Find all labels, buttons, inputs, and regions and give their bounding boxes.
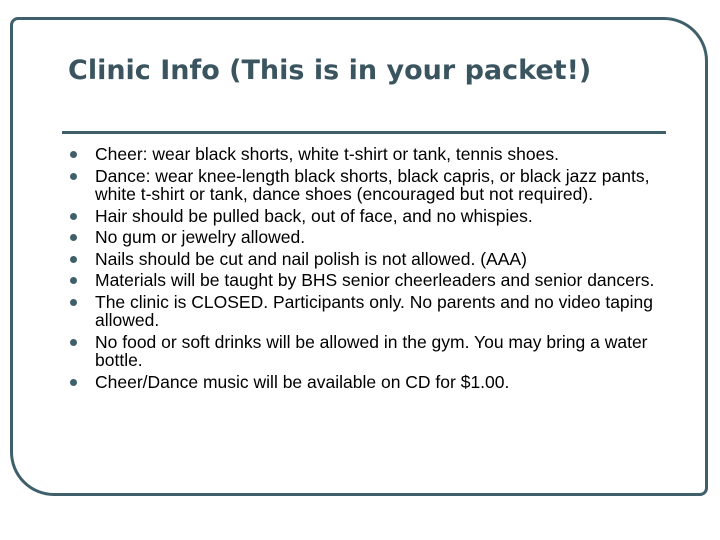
list-item-text: No gum or jewelry allowed. xyxy=(95,227,306,247)
list-item-text: Dance: wear knee-length black shorts, black capris, or black jazz pants, white t-shirt or tank, dance shoes (encouraged but not required). xyxy=(95,165,650,204)
list-item-text: No food or soft drinks will be allowed in the gym. You may bring a water bottle. xyxy=(95,331,648,370)
list-item-text: The clinic is CLOSED. Participants only. No parents and no video taping allowed. xyxy=(95,291,654,330)
list-item xyxy=(68,271,668,290)
bullet-dot-icon xyxy=(70,151,77,158)
bullet-dot-icon xyxy=(70,256,77,263)
bullet-dot-icon xyxy=(70,379,77,386)
bullet-dot-icon xyxy=(70,277,77,284)
list-item xyxy=(68,228,668,247)
list-item xyxy=(68,250,668,269)
bullet-dot-icon xyxy=(70,299,77,306)
slide-title: Clinic Info (This is in your packet!) xyxy=(68,55,592,86)
bullet-dot-icon xyxy=(70,213,77,220)
list-item xyxy=(68,333,668,370)
list-item-text: Nails should be cut and nail polish is not allowed. (AAA) xyxy=(95,248,527,269)
list-item xyxy=(68,293,668,330)
list-item xyxy=(68,373,668,392)
list-item xyxy=(68,207,668,226)
list-item-text: Materials will be taught by BHS senior cheerleaders and senior dancers. xyxy=(95,270,655,290)
bullet-list xyxy=(68,145,668,394)
bullet-dot-icon xyxy=(70,173,77,180)
list-item xyxy=(68,167,668,204)
list-item-text: Cheer/Dance music will be available on CD for $1.00. xyxy=(95,371,510,392)
list-item-text: Hair should be pulled back, out of face, and no whispies. xyxy=(95,205,533,226)
title-divider xyxy=(62,131,666,134)
bullet-dot-icon xyxy=(70,339,77,346)
list-item xyxy=(68,145,668,164)
bullet-dot-icon xyxy=(70,234,77,241)
list-item-text: Cheer: wear black shorts, white t-shirt or tank, tennis shoes. xyxy=(95,144,559,164)
